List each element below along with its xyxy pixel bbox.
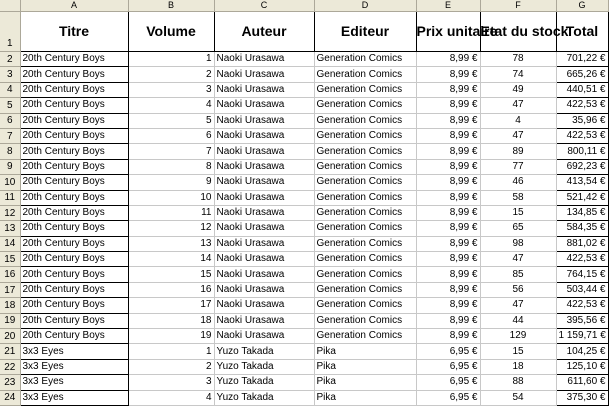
cell-stock[interactable]: 54 — [480, 390, 556, 405]
cell-titre[interactable]: 20th Century Boys — [20, 67, 128, 82]
cell-total[interactable]: 503,44 € — [556, 282, 608, 297]
cell-volume[interactable]: 10 — [128, 190, 214, 205]
cell-total[interactable]: 701,22 € — [556, 52, 608, 67]
cell-volume[interactable]: 2 — [128, 67, 214, 82]
cell-editeur[interactable]: Generation Comics — [314, 175, 416, 190]
cell-auteur[interactable]: Naoki Urasawa — [214, 205, 314, 220]
cell-titre[interactable]: 3x3 Eyes — [20, 375, 128, 390]
row-header[interactable]: 5 — [0, 98, 20, 113]
cell-total[interactable]: 800,11 € — [556, 144, 608, 159]
cell-editeur[interactable]: Generation Comics — [314, 190, 416, 205]
cell-volume[interactable]: 14 — [128, 252, 214, 267]
cell-editeur[interactable]: Generation Comics — [314, 236, 416, 251]
row-header[interactable]: 19 — [0, 313, 20, 328]
row-header[interactable]: 12 — [0, 205, 20, 220]
table-row — [0, 313, 608, 328]
cell-prix[interactable]: 8,99 € — [416, 82, 480, 97]
cell-header-volume[interactable]: Volume — [128, 12, 214, 52]
cell-volume[interactable]: 19 — [128, 329, 214, 344]
cell-total[interactable]: 584,35 € — [556, 221, 608, 236]
cell-total[interactable]: 422,53 € — [556, 128, 608, 143]
table-row — [0, 252, 608, 267]
cell-editeur[interactable]: Generation Comics — [314, 221, 416, 236]
column-header-a[interactable]: A — [20, 0, 128, 12]
cell-prix[interactable]: 8,99 € — [416, 252, 480, 267]
cell-editeur[interactable]: Generation Comics — [314, 128, 416, 143]
cell-prix[interactable]: 8,99 € — [416, 221, 480, 236]
cell-total[interactable]: 104,25 € — [556, 344, 608, 359]
column-header-c[interactable]: C — [214, 0, 314, 12]
cell-total[interactable]: 422,53 € — [556, 98, 608, 113]
table-row — [0, 344, 608, 359]
cell-titre[interactable]: 20th Century Boys — [20, 221, 128, 236]
row-header[interactable]: 21 — [0, 344, 20, 359]
cell-volume[interactable]: 17 — [128, 298, 214, 313]
cell-prix[interactable]: 6,95 € — [416, 390, 480, 405]
cell-prix[interactable]: 6,95 € — [416, 344, 480, 359]
cell-stock[interactable]: 74 — [480, 67, 556, 82]
row-header[interactable]: 8 — [0, 144, 20, 159]
cell-auteur[interactable]: Naoki Urasawa — [214, 329, 314, 344]
cell-titre[interactable]: 20th Century Boys — [20, 144, 128, 159]
row-header[interactable]: 11 — [0, 190, 20, 205]
table-row — [0, 98, 608, 113]
cell-auteur[interactable]: Naoki Urasawa — [214, 144, 314, 159]
cell-volume[interactable]: 15 — [128, 267, 214, 282]
row-header[interactable]: 16 — [0, 267, 20, 282]
cell-stock[interactable]: 88 — [480, 375, 556, 390]
cell-total[interactable]: 692,23 € — [556, 159, 608, 174]
cell-auteur[interactable]: Yuzo Takada — [214, 344, 314, 359]
cell-stock[interactable]: 15 — [480, 205, 556, 220]
cell-header-total[interactable]: Total — [556, 12, 608, 52]
cell-titre[interactable]: 20th Century Boys — [20, 82, 128, 97]
table-row — [0, 236, 608, 251]
cell-titre[interactable]: 3x3 Eyes — [20, 390, 128, 405]
cell-prix[interactable]: 8,99 € — [416, 236, 480, 251]
cell-total[interactable]: 125,10 € — [556, 359, 608, 374]
cell-stock[interactable]: 47 — [480, 252, 556, 267]
cell-auteur[interactable]: Naoki Urasawa — [214, 190, 314, 205]
cell-prix[interactable]: 8,99 € — [416, 282, 480, 297]
table-row — [0, 67, 608, 82]
cell-stock[interactable]: 78 — [480, 52, 556, 67]
cell-prix[interactable]: 8,99 € — [416, 128, 480, 143]
cell-volume[interactable]: 1 — [128, 52, 214, 67]
cell-stock[interactable]: 85 — [480, 267, 556, 282]
cell-stock[interactable]: 98 — [480, 236, 556, 251]
row-header[interactable]: 24 — [0, 390, 20, 405]
table-row — [0, 390, 608, 405]
cell-auteur[interactable]: Naoki Urasawa — [214, 313, 314, 328]
cell-total[interactable]: 375,30 € — [556, 390, 608, 405]
cell-volume[interactable]: 2 — [128, 359, 214, 374]
table-row — [0, 190, 608, 205]
row-header[interactable]: 14 — [0, 236, 20, 251]
cell-volume[interactable]: 13 — [128, 236, 214, 251]
cell-total[interactable]: 422,53 € — [556, 298, 608, 313]
table-row — [0, 267, 608, 282]
cell-header-auteur[interactable]: Auteur — [214, 12, 314, 52]
cell-editeur[interactable]: Generation Comics — [314, 329, 416, 344]
cell-editeur[interactable]: Generation Comics — [314, 82, 416, 97]
row-header[interactable]: 7 — [0, 128, 20, 143]
table-row — [0, 144, 608, 159]
cell-editeur[interactable]: Generation Comics — [314, 98, 416, 113]
cell-total[interactable]: 422,53 € — [556, 252, 608, 267]
cell-volume[interactable]: 16 — [128, 282, 214, 297]
cell-auteur[interactable]: Naoki Urasawa — [214, 282, 314, 297]
row-header[interactable]: 17 — [0, 282, 20, 297]
cell-volume[interactable]: 18 — [128, 313, 214, 328]
cell-total[interactable]: 1 159,71 € — [556, 329, 608, 344]
cell-titre[interactable]: 20th Century Boys — [20, 298, 128, 313]
cell-prix[interactable]: 6,95 € — [416, 359, 480, 374]
cell-stock[interactable]: 49 — [480, 82, 556, 97]
cell-auteur[interactable]: Naoki Urasawa — [214, 252, 314, 267]
cell-stock[interactable]: 47 — [480, 128, 556, 143]
table-row — [0, 359, 608, 374]
cell-total[interactable]: 611,60 € — [556, 375, 608, 390]
row-header[interactable]: 2 — [0, 52, 20, 67]
table-row — [0, 113, 608, 128]
column-header-row — [0, 0, 608, 12]
row-header[interactable]: 20 — [0, 329, 20, 344]
cell-auteur[interactable]: Naoki Urasawa — [214, 175, 314, 190]
cell-prix[interactable]: 8,99 € — [416, 144, 480, 159]
table-row — [0, 329, 608, 344]
cell-volume[interactable]: 4 — [128, 98, 214, 113]
cell-auteur[interactable]: Naoki Urasawa — [214, 236, 314, 251]
cell-editeur[interactable]: Generation Comics — [314, 52, 416, 67]
table-row — [0, 282, 608, 297]
select-all-corner[interactable] — [0, 0, 20, 12]
table-row — [0, 82, 608, 97]
cell-titre[interactable]: 20th Century Boys — [20, 52, 128, 67]
cell-volume[interactable]: 11 — [128, 205, 214, 220]
cell-prix[interactable]: 8,99 € — [416, 52, 480, 67]
cell-editeur[interactable]: Generation Comics — [314, 113, 416, 128]
table-row — [0, 52, 608, 67]
cell-titre[interactable]: 20th Century Boys — [20, 236, 128, 251]
cell-stock[interactable]: 129 — [480, 329, 556, 344]
cell-stock[interactable]: 89 — [480, 144, 556, 159]
cell-editeur[interactable]: Pika — [314, 359, 416, 374]
cell-titre[interactable]: 20th Century Boys — [20, 313, 128, 328]
row-header[interactable]: 4 — [0, 82, 20, 97]
cell-volume[interactable]: 9 — [128, 175, 214, 190]
cell-stock[interactable]: 46 — [480, 175, 556, 190]
cell-header-titre[interactable]: Titre — [20, 12, 128, 52]
cell-stock[interactable]: 4 — [480, 113, 556, 128]
cell-auteur[interactable]: Naoki Urasawa — [214, 221, 314, 236]
table-row — [0, 375, 608, 390]
cell-stock[interactable]: 47 — [480, 98, 556, 113]
table-row — [0, 298, 608, 313]
cell-total[interactable]: 134,85 € — [556, 205, 608, 220]
cell-titre[interactable]: 20th Century Boys — [20, 175, 128, 190]
cell-auteur[interactable]: Yuzo Takada — [214, 359, 314, 374]
cell-auteur[interactable]: Yuzo Takada — [214, 375, 314, 390]
cell-total[interactable]: 35,96 € — [556, 113, 608, 128]
cell-titre[interactable]: 20th Century Boys — [20, 159, 128, 174]
cell-volume[interactable]: 3 — [128, 375, 214, 390]
cell-stock[interactable]: 77 — [480, 159, 556, 174]
cell-auteur[interactable]: Naoki Urasawa — [214, 67, 314, 82]
cell-header-prix-unitaire[interactable]: Prix unitaire — [416, 12, 480, 52]
cell-prix[interactable]: 8,99 € — [416, 329, 480, 344]
row-header[interactable]: 15 — [0, 252, 20, 267]
table-row — [0, 128, 608, 143]
cell-editeur[interactable]: Generation Comics — [314, 298, 416, 313]
cell-titre[interactable]: 20th Century Boys — [20, 113, 128, 128]
cell-volume[interactable]: 8 — [128, 159, 214, 174]
row-header[interactable]: 9 — [0, 159, 20, 174]
cell-prix[interactable]: 8,99 € — [416, 313, 480, 328]
cell-titre[interactable]: 20th Century Boys — [20, 282, 128, 297]
cell-titre[interactable]: 20th Century Boys — [20, 267, 128, 282]
cell-prix[interactable]: 8,99 € — [416, 298, 480, 313]
table-row — [0, 175, 608, 190]
cell-editeur[interactable]: Pika — [314, 390, 416, 405]
cell-stock[interactable]: 65 — [480, 221, 556, 236]
cell-editeur[interactable]: Generation Comics — [314, 267, 416, 282]
cell-prix[interactable]: 8,99 € — [416, 98, 480, 113]
cell-titre[interactable]: 20th Century Boys — [20, 252, 128, 267]
cell-auteur[interactable]: Naoki Urasawa — [214, 267, 314, 282]
column-header-e[interactable]: E — [416, 0, 480, 12]
table-row — [0, 205, 608, 220]
cell-total[interactable]: 521,42 € — [556, 190, 608, 205]
cell-editeur[interactable]: Generation Comics — [314, 205, 416, 220]
cell-volume[interactable]: 1 — [128, 344, 214, 359]
cell-total[interactable]: 881,02 € — [556, 236, 608, 251]
cell-editeur[interactable]: Generation Comics — [314, 252, 416, 267]
cell-total[interactable]: 440,51 € — [556, 82, 608, 97]
cell-prix[interactable]: 8,99 € — [416, 113, 480, 128]
column-header-b[interactable]: B — [128, 0, 214, 12]
cell-editeur[interactable]: Pika — [314, 344, 416, 359]
cell-prix[interactable]: 6,95 € — [416, 375, 480, 390]
column-header-d[interactable]: D — [314, 0, 416, 12]
cell-prix[interactable]: 8,99 € — [416, 205, 480, 220]
cell-auteur[interactable]: Naoki Urasawa — [214, 159, 314, 174]
cell-header-etat-du-stock[interactable]: Etat du stock — [480, 12, 556, 52]
row-header[interactable]: 3 — [0, 67, 20, 82]
cell-titre[interactable]: 3x3 Eyes — [20, 359, 128, 374]
cell-total[interactable]: 413,54 € — [556, 175, 608, 190]
cell-auteur[interactable]: Naoki Urasawa — [214, 113, 314, 128]
cell-editeur[interactable]: Generation Comics — [314, 282, 416, 297]
cell-stock[interactable]: 56 — [480, 282, 556, 297]
cell-auteur[interactable]: Naoki Urasawa — [214, 298, 314, 313]
cell-total[interactable]: 665,26 € — [556, 67, 608, 82]
cell-prix[interactable]: 8,99 € — [416, 175, 480, 190]
cell-prix[interactable]: 8,99 € — [416, 67, 480, 82]
cell-titre[interactable]: 20th Century Boys — [20, 329, 128, 344]
row-header[interactable]: 13 — [0, 221, 20, 236]
cell-stock[interactable]: 44 — [480, 313, 556, 328]
cell-total[interactable]: 395,56 € — [556, 313, 608, 328]
table-row — [0, 221, 608, 236]
row-header[interactable]: 22 — [0, 359, 20, 374]
cell-stock[interactable]: 58 — [480, 190, 556, 205]
cell-stock[interactable]: 47 — [480, 298, 556, 313]
cell-editeur[interactable]: Generation Comics — [314, 144, 416, 159]
header-row — [0, 12, 608, 52]
cell-volume[interactable]: 3 — [128, 82, 214, 97]
cell-titre[interactable]: 3x3 Eyes — [20, 344, 128, 359]
row-header[interactable]: 18 — [0, 298, 20, 313]
cell-auteur[interactable]: Naoki Urasawa — [214, 52, 314, 67]
cell-editeur[interactable]: Pika — [314, 375, 416, 390]
cell-auteur[interactable]: Naoki Urasawa — [214, 128, 314, 143]
table-row — [0, 159, 608, 174]
cell-volume[interactable]: 7 — [128, 144, 214, 159]
cell-prix[interactable]: 8,99 € — [416, 267, 480, 282]
cell-titre[interactable]: 20th Century Boys — [20, 190, 128, 205]
cell-total[interactable]: 764,15 € — [556, 267, 608, 282]
row-header[interactable]: 10 — [0, 175, 20, 190]
cell-header-editeur[interactable]: Editeur — [314, 12, 416, 52]
cell-editeur[interactable]: Generation Comics — [314, 313, 416, 328]
column-header-f[interactable]: F — [480, 0, 556, 12]
cell-editeur[interactable]: Generation Comics — [314, 159, 416, 174]
cell-stock[interactable]: 18 — [480, 359, 556, 374]
row-header[interactable]: 23 — [0, 375, 20, 390]
cell-volume[interactable]: 12 — [128, 221, 214, 236]
column-header-g[interactable]: G — [556, 0, 608, 12]
cell-titre[interactable]: 20th Century Boys — [20, 98, 128, 113]
row-header[interactable]: 1 — [0, 12, 20, 52]
cell-prix[interactable]: 8,99 € — [416, 159, 480, 174]
cell-volume[interactable]: 6 — [128, 128, 214, 143]
cell-auteur[interactable]: Naoki Urasawa — [214, 82, 314, 97]
cell-volume[interactable]: 5 — [128, 113, 214, 128]
cell-volume[interactable]: 4 — [128, 390, 214, 405]
cell-auteur[interactable]: Yuzo Takada — [214, 390, 314, 405]
cell-stock[interactable]: 15 — [480, 344, 556, 359]
cell-editeur[interactable]: Generation Comics — [314, 67, 416, 82]
cell-auteur[interactable]: Naoki Urasawa — [214, 98, 314, 113]
cell-titre[interactable]: 20th Century Boys — [20, 205, 128, 220]
cell-titre[interactable]: 20th Century Boys — [20, 128, 128, 143]
row-header[interactable]: 6 — [0, 113, 20, 128]
cell-prix[interactable]: 8,99 € — [416, 190, 480, 205]
